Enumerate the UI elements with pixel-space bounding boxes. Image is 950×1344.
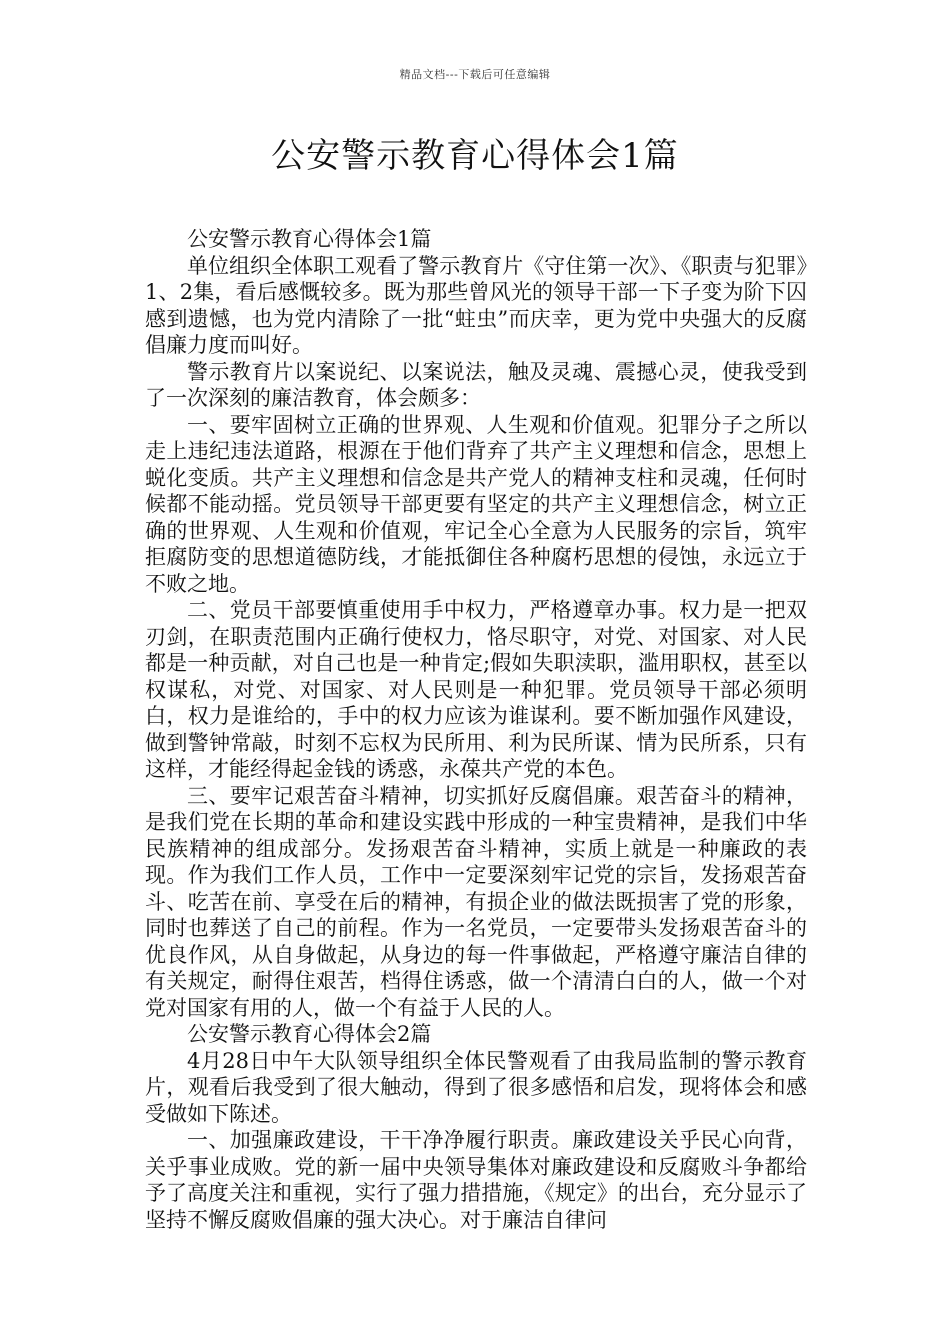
- paragraph: 警示教育片以案说纪、以案说法，触及灵魂、震撼心灵，使我受到了一次深刻的廉洁教育，体会颇多：: [145, 359, 807, 410]
- section-heading: 公安警示教育心得体会1篇: [187, 227, 432, 251]
- section-heading: 公安警示教育心得体会2篇: [187, 1022, 432, 1046]
- paragraph: 单位组织全体职工观看了警示教育片《守住第一次》、《职责与犯罪》1、2集，看后感慨较多。既为那些曾风光的领导干部一下子变为阶下囚感到遗憾，也为党内清除了一批“蛀虫”而庆幸，更为党中央强大的反腐倡廉力度而叫好。: [145, 253, 807, 357]
- paragraph: 4月28日中午大队领导组织全体民警观看了由我局监制的警示教育片，观看后我受到了很大触动，得到了很多感悟和启发，现将体会和感受做如下陈述。: [145, 1048, 807, 1126]
- document-body: [145, 226, 807, 1233]
- document-title: 公安警示教育心得体会1篇: [271, 136, 679, 176]
- paragraph: 一、加强廉政建设，干干净净履行职责。廉政建设关乎民心向背，关乎事业成败。党的新一届中央领导集体对廉政建设和反腐败斗争都给予了高度关注和重视，实行了强力措措施，《规定》的出台，充分显示了坚持不懈反腐败倡廉的强大决心。对于廉洁自律问: [145, 1128, 807, 1232]
- paragraph: 一、要牢固树立正确的世界观、人生观和价值观。犯罪分子之所以走上违纪违法道路，根源在于他们背弃了共产主义理想和信念，思想上蜕化变质。共产主义理想和信念是共产党人的精神支柱和灵魂，任何时候都不能动摇。党员领导干部更要有坚定的共产主义理想信念，树立正确的世界观、人生观和价值观，牢记全心全意为人民服务的宗旨，筑牢拒腐防变的思想道德防线，才能抵御住各种腐朽思想的侵蚀，永远立于不败之地。: [145, 412, 807, 596]
- header-note: 精品文档---下载后可任意编辑: [399, 68, 551, 81]
- paragraph: 二、党员干部要慎重使用手中权力，严格遵章办事。权力是一把双刃剑，在职责范围内正确行使权力，恪尽职守，对党、对国家、对人民都是一种贡献，对自己也是一种肯定;假如失职渎职，滥用职权，甚至以权谋私，对党、对国家、对人民则是一种犯罪。党员领导干部必须明白，权力是谁给的，手中的权力应该为谁谋利。要不断加强作风建设，做到警钟常敲，时刻不忘权为民所用、利为民所谋、情为民所系，只有这样，才能经得起金钱的诱惑，永葆共产党的本色。: [145, 598, 807, 781]
- paragraph: 三、要牢记艰苦奋斗精神，切实抓好反腐倡廉。艰苦奋斗的精神，是我们党在长期的革命和建设实践中形成的一种宝贵精神，是我们中华民族精神的组成部分。发扬艰苦奋斗精神，实质上就是一种廉政的表现。作为我们工作人员，工作中一定要深刻牢记党的宗旨，发扬艰苦奋斗、吃苦在前、享受在后的精神，有损企业的做法既损害了党的形象，同时也葬送了自己的前程。作为一名党员，一定要带头发扬艰苦奋斗的优良作风，从自身做起，从身边的每一件事做起，严格遵守廉洁自律的有关规定，耐得住艰苦，档得住诱惑，做一个清清白白的人，做一个对党对国家有用的人，做一个有益于人民的人。: [145, 783, 807, 1020]
